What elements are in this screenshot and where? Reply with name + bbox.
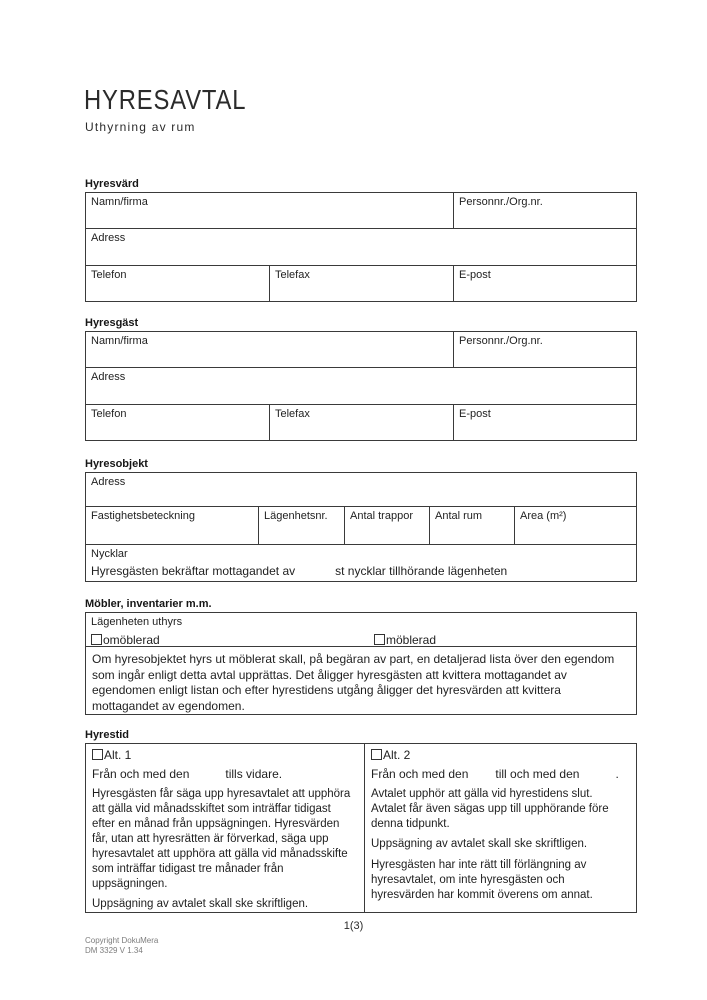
landlord-phone-label: Telefon (91, 269, 127, 281)
property-row-1 (86, 473, 636, 506)
section-heading-term: Hyrestid (85, 729, 130, 741)
document-subtitle: Uthyrning av rum (85, 120, 196, 134)
tenant-phone-field[interactable] (86, 405, 269, 441)
tenant-row-1 (86, 332, 636, 367)
property-row-2 (86, 506, 636, 544)
alt2-from-label: Från och med den (371, 767, 469, 781)
section-heading-tenant: Hyresgäst (85, 317, 139, 329)
property-area-field[interactable] (514, 507, 636, 544)
alt2-to-label: till och med den (495, 767, 580, 781)
alt2-label: Alt. 2 (383, 748, 411, 762)
alt2-end-punctuation: . (615, 767, 619, 781)
tenant-row-2 (86, 367, 636, 404)
keys-text-before: Hyresgästen bekräftar mottagandet av (91, 564, 296, 578)
property-area-label: Area (m²) (520, 510, 567, 522)
furniture-terms-cell (86, 647, 636, 715)
landlord-phone-field[interactable] (86, 266, 269, 302)
property-rooms-label: Antal rum (435, 510, 483, 522)
tenant-phone-label: Telefon (91, 408, 127, 420)
landlord-email-field[interactable] (453, 266, 636, 302)
alt2-date-from-blank[interactable] (468, 776, 495, 778)
property-stairs-label: Antal trappor (350, 510, 413, 522)
alt1-from-label: Från och med den (92, 767, 190, 781)
alt1-notice: Uppsägning av avtalet skall ske skriftligen. (92, 898, 309, 910)
furniture-table (85, 612, 637, 715)
landlord-name-label: Namn/firma (91, 196, 148, 208)
landlord-orgnr-field[interactable] (453, 193, 636, 228)
tenant-fax-label: Telefax (275, 408, 310, 420)
furnishing-options-cell (86, 613, 636, 646)
property-keys-cell (86, 545, 636, 582)
term-table (85, 743, 637, 913)
copyright-line-2: DM 3329 V 1.34 (85, 945, 143, 955)
rented-as-label: Lägenheten uthyrs (91, 616, 183, 628)
copyright-line-1: Copyright DokuMera (85, 936, 159, 945)
furniture-paragraph-1: Om hyresobjektet hyrs ut möblerat skall, på begäran av part, en detaljerad lista över den egendom som ingår enligt detta avtal upprättas. Det åligger hyresgästen att kvittera mottagandet av egendomen enligt listan och efter hyrestidens utgång åligger det hyresvärden att kvittera mottagandet av egendomen. (92, 652, 615, 713)
property-designation-label: Fastighetsbeteckning (91, 510, 195, 522)
alt2-date-line (371, 767, 628, 781)
landlord-fax-field[interactable] (269, 266, 453, 302)
alt2-date-to-blank[interactable] (579, 776, 615, 778)
document-title: HYRESAVTAL (84, 84, 247, 115)
landlord-table (85, 192, 637, 302)
alt1-cell (86, 744, 364, 912)
tenant-email-label: E-post (459, 408, 491, 420)
landlord-orgnr-label: Personnr./Org.nr. (459, 196, 543, 208)
tenant-email-field[interactable] (453, 405, 636, 441)
section-heading-property: Hyresobjekt (85, 458, 148, 470)
tenant-address-field[interactable] (86, 368, 636, 404)
option-furnished[interactable] (374, 633, 436, 646)
option-furnished-label: möblerad (386, 633, 437, 646)
alt1-date-line (92, 767, 356, 781)
option-unfurnished-label: omöblerad (103, 633, 160, 646)
alt1-date-from-blank[interactable] (189, 776, 225, 778)
checkbox-alt1[interactable] (92, 749, 103, 760)
alt1-body: Hyresgästen får säga upp hyresavtalet att upphöra att gälla vid månadsskiftet som inträffar tidigast efter en månad från uppsägningen. Hyresvärden får, utan att hyresrätten är förverkad, säga upp hyresavtalet att upphöra att gälla vid månadsskifte som inträffar tidigast tre månader från uppsägningen. (92, 788, 351, 890)
landlord-email-label: E-post (459, 269, 491, 281)
copyright-block (85, 936, 158, 955)
alt2-body: Avtalet upphör att gälla vid hyrestidens slut. Avtalet får även sägas upp till upphörande före denna tidpunkt. (371, 788, 609, 830)
landlord-address-label: Adress (91, 232, 126, 244)
tenant-name-field[interactable] (86, 332, 453, 367)
landlord-fax-label: Telefax (275, 269, 310, 281)
checkbox-unfurnished[interactable] (91, 634, 102, 645)
section-heading-landlord: Hyresvärd (85, 178, 139, 190)
keys-text-after: st nycklar tillhörande lägenheten (335, 564, 508, 578)
property-keys-label: Nycklar (91, 548, 128, 560)
keys-count-blank[interactable] (295, 573, 335, 575)
property-row-3 (86, 544, 636, 582)
landlord-row-1 (86, 193, 636, 228)
tenant-table (85, 331, 637, 441)
property-stairs-field[interactable] (344, 507, 429, 544)
tenant-fax-field[interactable] (269, 405, 453, 441)
section-heading-furniture: Möbler, inventarier m.m. (85, 598, 212, 610)
landlord-name-field[interactable] (86, 193, 453, 228)
checkbox-alt2[interactable] (371, 749, 382, 760)
property-address-label: Adress (91, 476, 126, 488)
alt2-extension: Hyresgästen har inte rätt till förlängning av hyresavtalet, om inte hyresgästen och hyresvärden har kommit överens om annat. (371, 859, 593, 901)
keys-statement (91, 564, 631, 578)
property-rooms-field[interactable] (429, 507, 514, 544)
landlord-row-2 (86, 228, 636, 265)
alt1-until-label: tills vidare. (225, 767, 283, 781)
tenant-orgnr-field[interactable] (453, 332, 636, 367)
property-address-field[interactable] (86, 473, 636, 506)
page-number: 1(3) (343, 920, 364, 932)
property-apartment-no-field[interactable] (258, 507, 344, 544)
alt2-cell (364, 744, 636, 912)
alt1-label: Alt. 1 (104, 748, 132, 762)
tenant-address-label: Adress (91, 371, 126, 383)
checkbox-furnished[interactable] (374, 634, 385, 645)
landlord-row-3 (86, 265, 636, 302)
tenant-row-3 (86, 404, 636, 441)
alt1-option[interactable] (92, 748, 356, 762)
furniture-row-2 (86, 646, 636, 715)
option-unfurnished[interactable] (91, 633, 160, 646)
alt2-option[interactable] (371, 748, 628, 762)
tenant-orgnr-label: Personnr./Org.nr. (459, 335, 543, 347)
property-table (85, 472, 637, 582)
landlord-address-field[interactable] (86, 229, 636, 265)
term-row (86, 744, 636, 912)
furniture-row-1 (86, 613, 636, 646)
alt2-notice: Uppsägning av avtalet skall ske skriftligen. (371, 838, 588, 850)
property-apartment-no-label: Lägenhetsnr. (264, 510, 328, 522)
tenant-name-label: Namn/firma (91, 335, 148, 347)
property-designation-field[interactable] (86, 507, 258, 544)
furnishing-options (91, 633, 631, 646)
